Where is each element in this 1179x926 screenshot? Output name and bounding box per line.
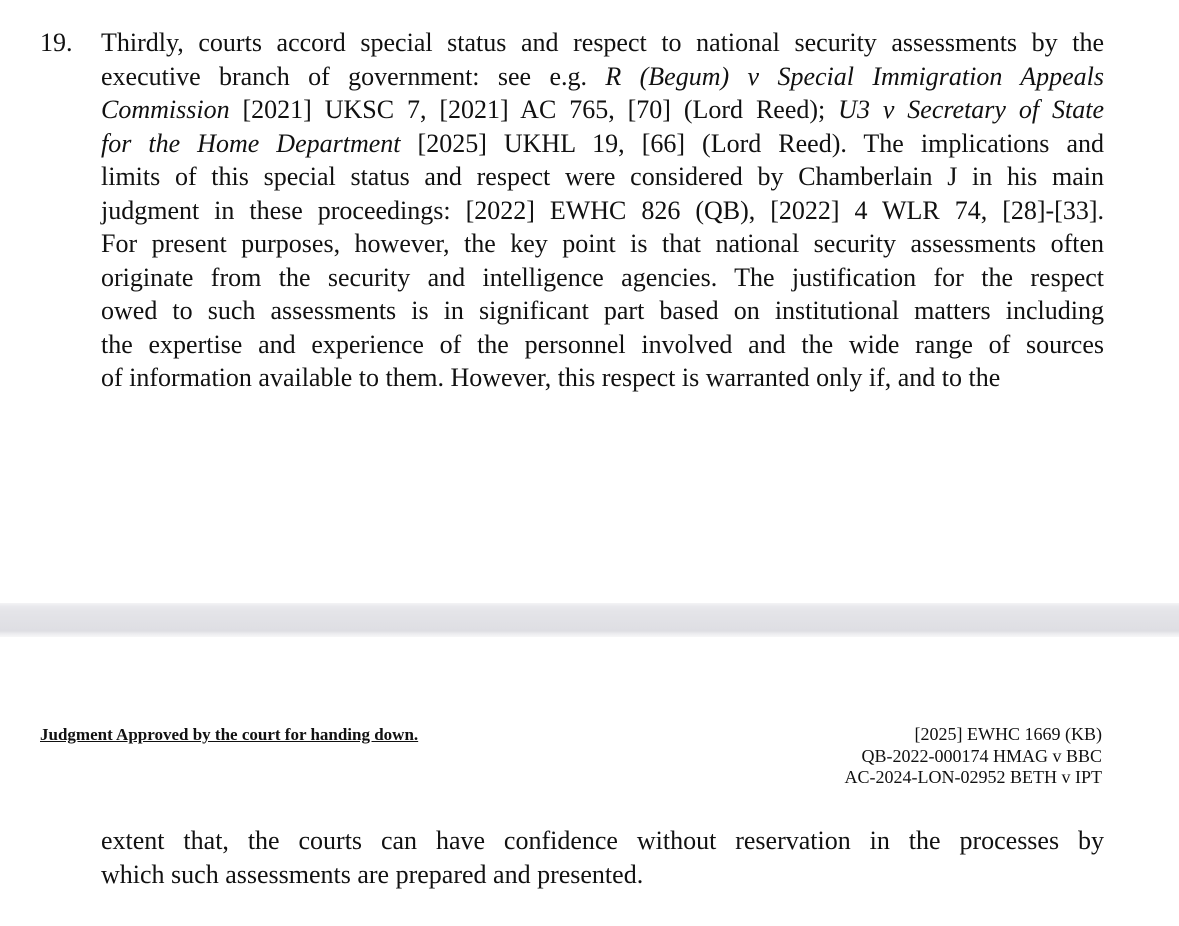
- text-line: the expertise and experience of the personnel involved and the wide range of sources: [101, 329, 1104, 359]
- case-number-hmag: QB-2022-000174 HMAG v BBC: [861, 745, 1102, 766]
- text-line: owed to such assessments is in significant part based on institutional matters including: [101, 296, 1104, 325]
- paragraph-continuation: [101, 824, 1104, 891]
- text-line: of information available to them. However, this respect is warranted only if, and to the: [101, 363, 1001, 392]
- page-separator: [0, 603, 1179, 637]
- case-references: [845, 724, 1102, 789]
- text-line: Thirdly, courts accord special status and respect to national security assessments by the: [101, 28, 1104, 57]
- case-name: for the Home Department: [101, 128, 401, 158]
- text-line: which such assessments are prepared and presented.: [101, 859, 644, 889]
- text-line: For present purposes, however, the key point is that national security assessments often: [101, 229, 1104, 258]
- text-line: extent that, the courts can have confidence without reservation in the processes by: [101, 826, 1104, 855]
- judgment-approved-heading: Judgment Approved by the court for handing down.: [40, 725, 419, 744]
- text-line: executive branch of government: see e.g. R (Begum) v Special Immigration Appeals: [101, 61, 1105, 91]
- case-number-beth: AC-2024-LON-02952 BETH v IPT: [844, 767, 1102, 787]
- neutral-citation: [2025] EWHC 1669 (KB): [914, 724, 1102, 744]
- paragraph-number: 19.: [40, 28, 73, 57]
- case-name: Commission: [101, 95, 230, 124]
- text-line: Commission [2021] UKSC 7, [2021] AC 765, [70] (Lord Reed); U3 v Secretary of State: [101, 95, 1104, 124]
- text-line: originate from the security and intelligence agencies. The justification for the respect: [101, 262, 1104, 292]
- page-bottom: [0, 637, 1179, 926]
- case-name: R (Begum) v Special Immigration Appeals: [605, 61, 1105, 91]
- text-line: for the Home Department [2025] UKHL 19, [66] (Lord Reed). The implications and: [101, 128, 1104, 158]
- case-name: U3 v Secretary of State: [838, 95, 1104, 124]
- text-line: judgment in these proceedings: [2022] EWHC 826 (QB), [2022] 4 WLR 74, [28]-[33].: [101, 195, 1104, 225]
- text-line: limits of this special status and respect were considered by Chamberlain J in his main: [101, 162, 1104, 191]
- paragraph-text: [101, 26, 1104, 395]
